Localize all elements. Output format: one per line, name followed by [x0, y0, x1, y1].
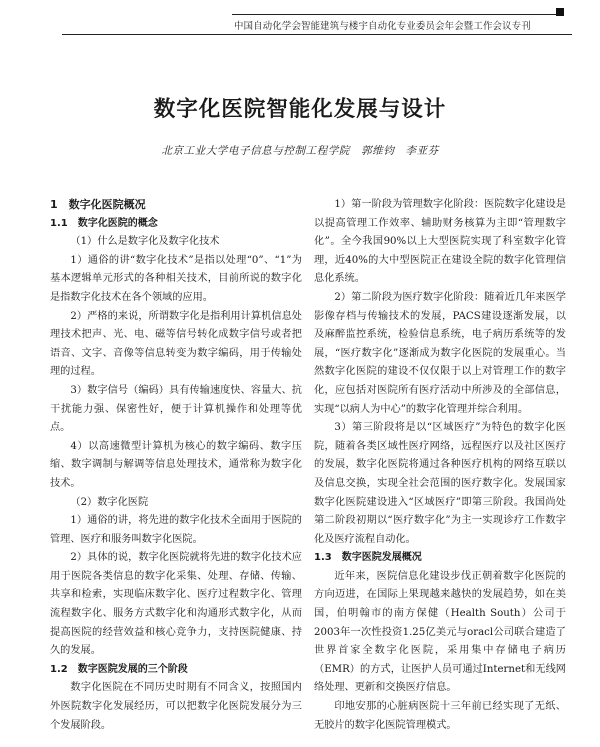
- header-marker: [556, 8, 564, 16]
- paragraph: 数字化医院在不同历史时期有不同含义，按照国内外医院数字化发展经历，可以把数字化医院发展分为三个发展阶段。: [50, 682, 302, 731]
- subsection-heading: 1.3 数字医院发展概况: [314, 552, 422, 564]
- paragraph: 2）严格的来说，所谓数字化是指利用计算机信息处理技术把声、光、电、磁等信号转化成数字信号或者把语音、文字、音像等信息转变为数字编码，用于传输处理的过程。: [50, 310, 302, 378]
- section-heading: 1 数字化医院概况: [50, 198, 146, 211]
- paragraph: （2）数字化医院: [70, 496, 149, 508]
- paragraph: 2）第二阶段为医疗数字化阶段：随着近几年来医学影像存档与传输技术的发展，PACS建设逐渐发展，以及麻醉监控系统，检验信息系统，电子病历系统等的发展，“医疗数字化”逐渐成为数字化医院的发展重心。当然数字化医院的建设不仅仅限于以上对管理工作的数字化，应包括对医院所有医疗活动中所涉及的全部信息，实现“以病人为中心”的数字化管理并综合利用。: [314, 291, 566, 415]
- running-header: [62, 14, 562, 32]
- left-column: [50, 196, 302, 735]
- paragraph: 2）具体的说，数字化医院就将先进的数字化技术应用于医院各类信息的数字化采集、处理、存储、传输、共享和检索，实现临床数字化、医疗过程数字化、管理流程数字化、服务方式数字化和沟通形式数字化，从而提高医院的经营效益和核心竞争力，支持医院健康、持久的发展。: [50, 552, 302, 657]
- subsection-heading: 1.1 数字化医院的概念: [50, 217, 158, 229]
- paragraph: 1）通俗的讲，将先进的数字化技术全面用于医院的管理、医疗和服务叫数字化医院。: [50, 515, 302, 545]
- author-affiliation: 北京工业大学电子信息与控制工程学院 郭维钧 李亚芬: [161, 145, 439, 157]
- paragraph: 4）以高速微型计算机为核心的数字编码、数字压缩、数字调制与解调等信息处理技术，通常称为数字化技术。: [50, 440, 302, 489]
- paragraph: 3）第三阶段将是以“区域医疗”为特色的数字化医院，随着各类区域性医疗网络，远程医疗以及社区医疗的发展，数字化医院将通过各种医疗机构的网络互联以及信息交换，实现全社会范围的医疗数字化。发展国家数字化医院建设进入“区域医疗”即第三阶段。我国尚处第二阶段初期以“医疗数字化”为主一实现诊疗工作数字化及医疗流程自动化。: [314, 422, 566, 545]
- running-title: 中国自动化学会智能建筑与楼宇自动化专业委员会年会暨工作会议专刊: [234, 21, 531, 32]
- paragraph: 印地安那的心脏病医院十三年前已经实现了无纸、无胶片的数字化医院管理模式。: [314, 701, 566, 731]
- header-rule-top: [232, 14, 562, 15]
- right-column: [314, 196, 566, 735]
- paragraph: 3）数字信号（编码）具有传输速度快、容量大、抗干扰能力强、保密性好，便于计算机操作和处理等优点。: [50, 384, 302, 434]
- article-title: 数字化医院智能化发展与设计: [153, 97, 447, 122]
- subsection-heading: 1.2 数字医院发展的三个阶段: [50, 663, 188, 675]
- paragraph: 1）通俗的讲“数字化技术”是指以处理“0”、“1”为基本逻辑单元形式的各种相关技术，目前所说的数字化是指数字化技术在各个领域的应用。: [50, 254, 302, 303]
- header-rule-bottom: [62, 34, 572, 35]
- paragraph: （1）什么是数字化及数字化技术: [70, 236, 220, 248]
- paragraph: 1）第一阶段为管理数字化阶段：医院数字化建设是以提高管理工作效率、辅助财务核算为主即“管理数字化”。全今我国90%以上大型医院实现了科室数字化管理，近40%的大中型医院正在建设全院的数字化管理信息化系统。: [314, 199, 566, 285]
- paragraph: 近年来，医院信息化建设步伐正朝着数字化医院的方向迈进，在国际上果现越来越快的发展趋势，如在美国，伯明翰市的南方保健（Health South）公司于2003年一次性投资1.25亿美元与oracl公司联合建造了世界首家全数字化医院，采用集中存储电子病历（EMR）的方式，让医护人员可通过Internet和无线网络处理、更新和交换医疗信息。: [314, 570, 566, 694]
